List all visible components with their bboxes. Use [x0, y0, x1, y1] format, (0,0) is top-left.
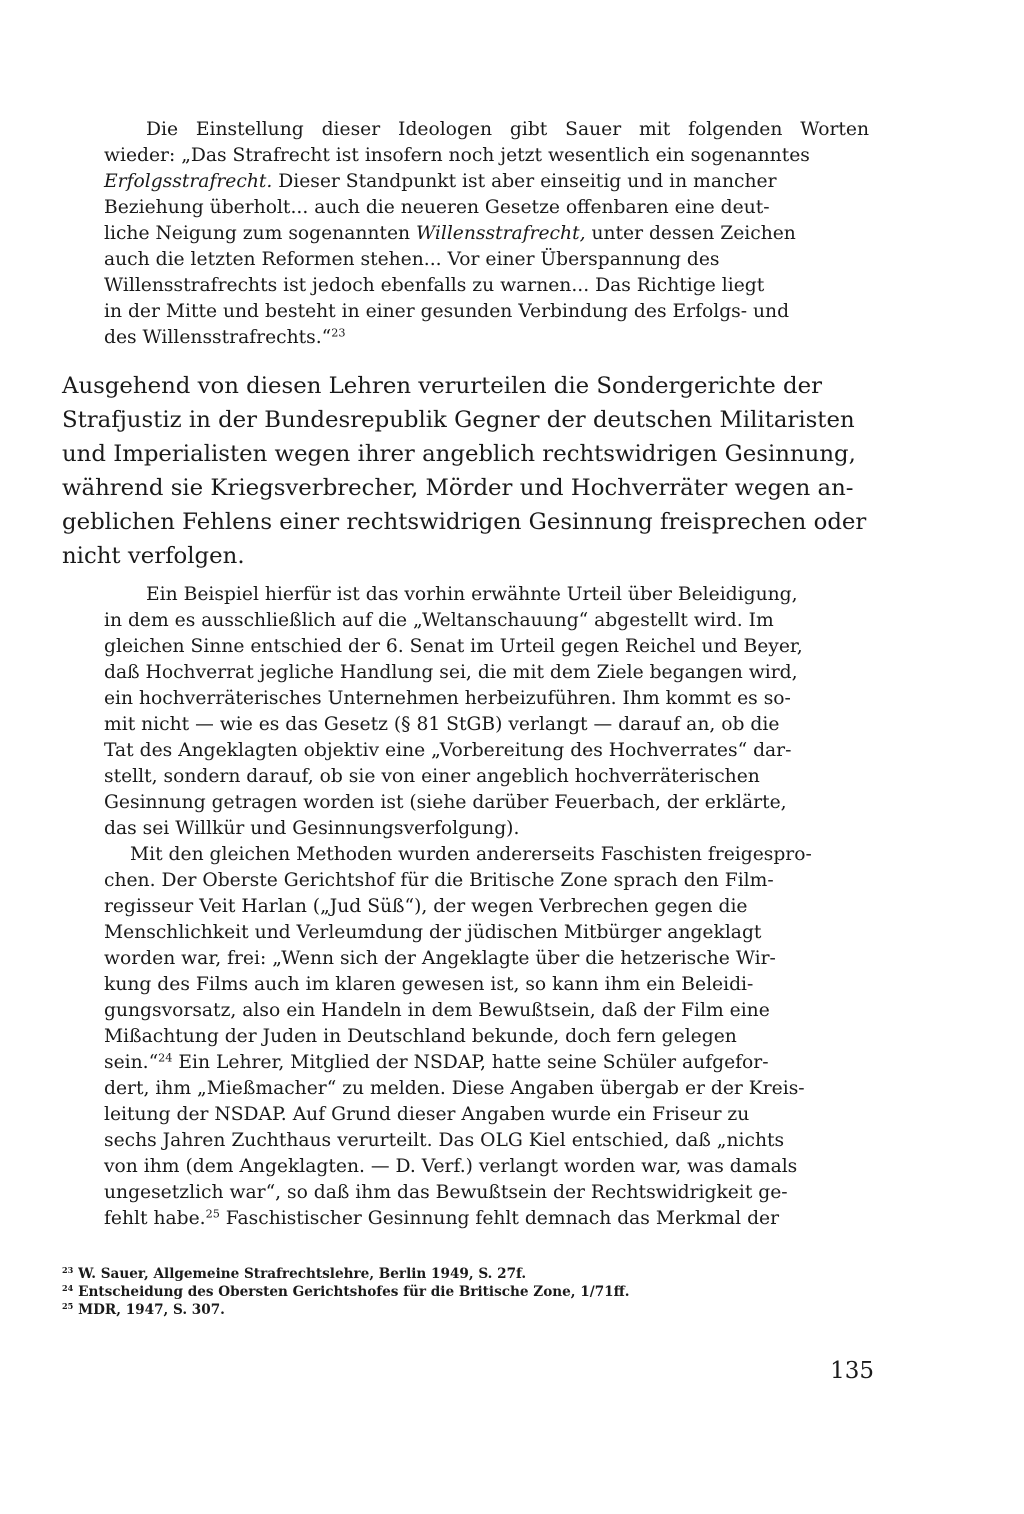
text-line: mit nicht — wie es das Gesetz (§ 81 StGB) verlangt — darauf an, ob die: [104, 714, 780, 735]
text-line: kung des Films auch im klaren gewesen ist, so kann ihm ein Beleidi-: [104, 974, 754, 995]
text-span: Dieser Standpunkt ist aber einseitig und in mancher: [272, 171, 777, 192]
text-line: stellt, sondern darauf, ob sie von einer angeblich hochverräterischen: [104, 766, 760, 787]
main-paragraph: [62, 369, 870, 573]
footnote-number: 24: [62, 1283, 74, 1294]
text-span: liche Neigung zum sogenannten: [104, 223, 416, 244]
text-line: von ihm (dem Angeklagten. — D. Verf.) verlangt worden war, was damals: [104, 1156, 798, 1177]
text-span: Faschistischer Gesinnung fehlt demnach das Merkmal der: [219, 1208, 780, 1229]
emphasis: Willensstrafrecht,: [415, 223, 586, 244]
text-line: Die Einstellung dieser Ideologen gibt Sauer mit folgenden Worten: [146, 119, 869, 140]
text-line: Tat des Angeklagten objektiv eine „Vorbereitung des Hochverrates“ dar-: [104, 740, 792, 761]
text-line: Menschlichkeit und Verleumdung der jüdischen Mitbürger angeklagt: [104, 922, 762, 943]
footnote-ref[interactable]: 25: [205, 1207, 220, 1221]
text-line: Beziehung überholt... auch die neueren Gesetze offenbaren eine deut-: [104, 197, 770, 218]
text-line: regisseur Veit Harlan („Jud Süß“), der wegen Verbrechen gegen die: [104, 896, 748, 917]
footnote-text: W. Sauer, Allgemeine Strafrechtslehre, Berlin 1949, S. 27f.: [78, 1266, 527, 1282]
text-span: unter dessen Zeichen: [585, 223, 796, 244]
text-line: wieder: „Das Strafrecht ist insofern noch jetzt wesentlich ein sogenanntes: [104, 145, 810, 166]
text-line: Gesinnung getragen worden ist (siehe darüber Feuerbach, der erklärte,: [104, 792, 787, 813]
text-line: Ein Beispiel hierfür ist das vorhin erwähnte Urteil über Beleidigung,: [146, 584, 798, 605]
text-line: ungesetzlich war“, so daß ihm das Bewußtsein der Rechtswidrigkeit ge-: [104, 1182, 788, 1203]
text-line: Ausgehend von diesen Lehren verurteilen die Sondergerichte der: [62, 373, 823, 399]
text-line: und Imperialisten wegen ihrer angeblich rechtswidrigen Gesinnung,: [62, 441, 856, 467]
text-span: fehlt habe.: [104, 1208, 206, 1229]
text-span: Ein Lehrer, Mitglied der NSDAP, hatte seine Schüler aufgefor-: [172, 1052, 769, 1073]
text-line: worden war, frei: „Wenn sich der Angeklagte über die hetzerische Wir-: [104, 948, 776, 969]
text-line: gungsvorsatz, also ein Handeln in dem Bewußtsein, daß der Film eine: [104, 1000, 770, 1021]
footnote: [62, 1301, 827, 1319]
emphasis: Erfolgsstrafrecht.: [104, 171, 273, 192]
example-paragraph: [104, 582, 869, 842]
text-line: [104, 169, 869, 195]
footnote: [62, 1265, 827, 1283]
footnote-number: 23: [62, 1265, 74, 1276]
text-line: Mit den gleichen Methoden wurden andererseits Faschisten freigespro-: [130, 844, 812, 865]
text-line: gleichen Sinne entschied der 6. Senat im Urteil gegen Reichel und Beyer,: [104, 636, 803, 657]
footnote-text: Entscheidung des Obersten Gerichtshofes für die Britische Zone, 1/71ff.: [78, 1284, 630, 1300]
text-line: daß Hochverrat jegliche Handlung sei, die mit dem Ziele begangen wird,: [104, 662, 798, 683]
footnotes: [62, 1265, 827, 1319]
footnote-number: 25: [62, 1301, 74, 1312]
quote-block: [104, 117, 869, 351]
text-line: das sei Willkür und Gesinnungsverfolgung).: [104, 818, 520, 839]
text-line: in der Mitte und besteht in einer gesunden Verbindung des Erfolgs- und: [104, 301, 790, 322]
text-line: während sie Kriegsverbrecher, Mörder und Hochverräter wegen an-: [62, 475, 854, 501]
footnote-ref[interactable]: 24: [158, 1051, 173, 1065]
text-line: [104, 1050, 869, 1076]
methods-paragraph: [104, 842, 869, 1232]
page-number: 135: [830, 1358, 874, 1384]
text-line: in dem es ausschließlich auf die „Weltanschauung“ abgestellt wird. Im: [104, 610, 774, 631]
text-line: [104, 221, 869, 247]
text-line: leitung der NSDAP. Auf Grund dieser Angaben wurde ein Friseur zu: [104, 1104, 750, 1125]
text-line: Willensstrafrechts ist jedoch ebenfalls zu warnen... Das Richtige liegt: [104, 275, 765, 296]
footnote-ref[interactable]: 23: [331, 326, 346, 340]
text-line: ein hochverräterisches Unternehmen herbeizuführen. Ihm kommt es so-: [104, 688, 791, 709]
text-line: nicht verfolgen.: [62, 543, 245, 569]
text-span: des Willensstrafrechts.“: [104, 327, 332, 348]
text-line: dert, ihm „Mießmacher“ zu melden. Diese Angaben übergab er der Kreis-: [104, 1078, 805, 1099]
text-line: [104, 325, 869, 351]
text-line: Strafjustiz in der Bundesrepublik Gegner der deutschen Militaristen: [62, 407, 855, 433]
text-span: sein.“: [104, 1052, 159, 1073]
text-line: auch die letzten Reformen stehen... Vor einer Überspannung des: [104, 249, 720, 270]
text-line: geblichen Fehlens einer rechtswidrigen Gesinnung freisprechen oder: [62, 509, 867, 535]
footnote-text: MDR, 1947, S. 307.: [78, 1302, 225, 1318]
text-line: sechs Jahren Zuchthaus verurteilt. Das OLG Kiel entschied, daß „nichts: [104, 1130, 785, 1151]
text-line: [104, 1206, 869, 1232]
text-line: chen. Der Oberste Gerichtshof für die Britische Zone sprach den Film-: [104, 870, 774, 891]
footnote: [62, 1283, 827, 1301]
text-line: Mißachtung der Juden in Deutschland bekunde, doch fern gelegen: [104, 1026, 737, 1047]
